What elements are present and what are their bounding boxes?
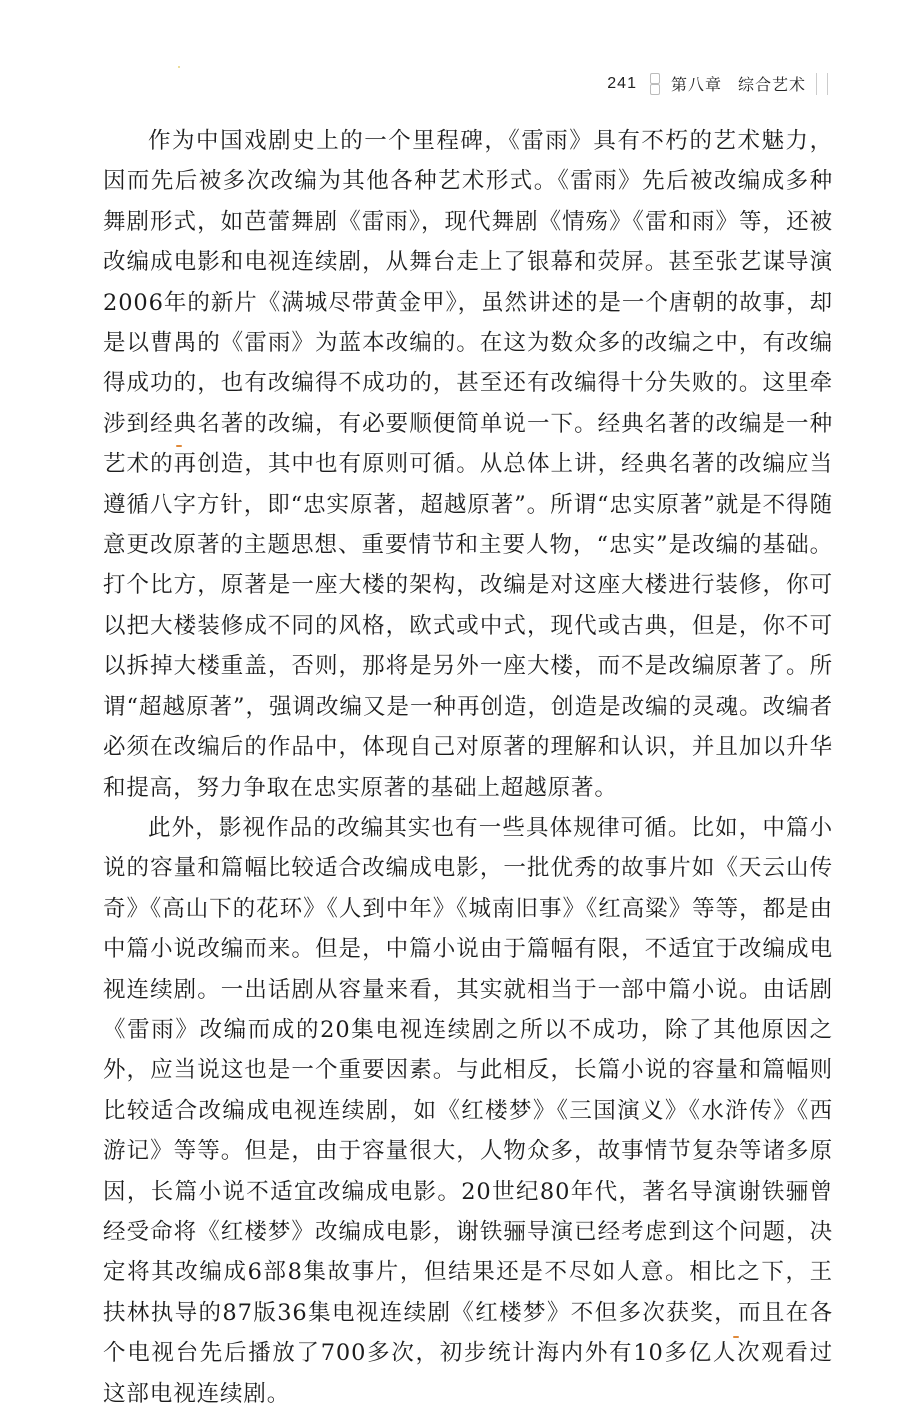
chapter-label: 第八章 bbox=[670, 75, 722, 94]
header-ornament-icon bbox=[647, 73, 661, 95]
ink-speck-icon bbox=[176, 445, 182, 447]
ink-speck-icon bbox=[733, 1336, 739, 1338]
section-label: 综合艺术 bbox=[737, 75, 806, 94]
paragraph-1: 作为中国戏剧史上的一个里程碑，《雷雨》具有不朽的艺术魅力，因而先后被多次改编为其他各种艺术形式。《雷雨》先后被改编成多种舞剧形式，如芭蕾舞剧《雷雨》，现代舞剧《情殇》《雷和雨》等，还被改编成电影和电视连续剧，从舞台走上了银幕和荧屏。甚至张艺谋导演2006年的新片《满城尽带黄金甲》，虽然讲述的是一个唐朝的故事，却是以曹禺的《雷雨》为蓝本改编的。在这为数众多的改编之中，有改编得成功的，也有改编得不成功的，甚至还有改编得十分失败的。这里牵涉到经典名著的改编，有必要顺便简单说一下。经典名著的改编是一种艺术的再创造，其中也有原则可循。从总体上讲，经典名著的改编应当遵循八字方针，即“忠实原著，超越原著”。所谓“忠实原著”就是不得随意更改原著的主题思想、重要情节和主要人物，“忠实”是改编的基础。打个比方，原著是一座大楼的架构，改编是对这座大楼进行装修，你可以把大楼装修成不同的风格，欧式或中式，现代或古典，但是，你不可以拆掉大楼重盖，否则，那将是另外一座大楼，而不是改编原著了。所谓“超越原著”，强调改编又是一种再创造，创造是改编的灵魂。改编者必须在改编后的作品中，体现自己对原著的理解和认识，并且加以升华和提高，努力争取在忠实原著的基础上超越原著。 bbox=[103, 128, 833, 801]
paragraph-2: 此外，影视作品的改编其实也有一些具体规律可循。比如，中篇小说的容量和篇幅比较适合改编成电影，一批优秀的故事片如《天云山传奇》《高山下的花环》《人到中年》《城南旧事》《红高粱》等等，都是由中篇小说改编而来。但是，中篇小说由于篇幅有限，不适宜于改编成电视连续剧。一出话剧从容量来看，其实就相当于一部中篇小说。由话剧《雷雨》改编而成的20集电视连续剧之所以不成功，除了其他原因之外，应当说这也是一个重要因素。与此相反，长篇小说的容量和篇幅则比较适合改编成电视连续剧，如《红楼梦》《三国演义》《水浒传》《西游记》等等。但是，由于容量很大，人物众多，故事情节复杂等诸多原因，长篇小说不适宜改编成电影。20世纪80年代，著名导演谢铁骊曾经受命将《红楼梦》改编成电影，谢铁骊导演已经考虑到这个问题，决定将其改编成6部8集故事片，但结果还是不尽如人意。相比之下，王扶林执导的87版36集电视连续剧《红楼梦》不但多次获奖，而且在各个电视台先后播放了700多次，初步统计海内外有10多亿人次观看过这部电视连续剧。 bbox=[103, 814, 833, 1407]
page-number: 241 bbox=[607, 74, 637, 92]
header-end-ornament-icon bbox=[816, 73, 828, 95]
ink-speck-icon bbox=[178, 66, 180, 68]
running-header bbox=[607, 72, 828, 95]
body-text bbox=[103, 121, 833, 1414]
